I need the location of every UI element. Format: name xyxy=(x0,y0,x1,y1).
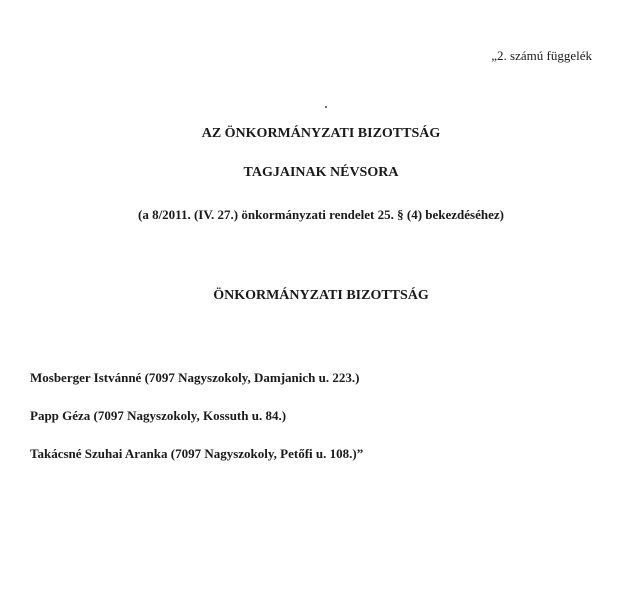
document-title-line2: TAGJAINAK NÉVSORA xyxy=(243,165,399,180)
appendix-label: „2. számú függelék xyxy=(491,48,592,63)
section-heading: ÖNKORMÁNYZATI BIZOTTSÁG xyxy=(213,288,429,303)
scan-speck xyxy=(325,106,327,108)
member-entry: Papp Géza (7097 Nagyszokoly, Kossuth u. 84.) xyxy=(30,408,287,423)
member-entry: Mosberger Istvánné (7097 Nagyszokoly, Damjanich u. 223.) xyxy=(30,370,360,385)
member-list xyxy=(30,369,363,483)
member-entry: Takácsné Szuhai Aranka (7097 Nagyszokoly, Petőfi u. 108.)” xyxy=(30,446,364,461)
document-subtitle: (a 8/2011. (IV. 27.) önkormányzati rendelet 25. § (4) bekezdéséhez) xyxy=(137,207,504,222)
document-title: AZ ÖNKORMÁNYZATI BIZOTTSÁG xyxy=(201,126,441,141)
